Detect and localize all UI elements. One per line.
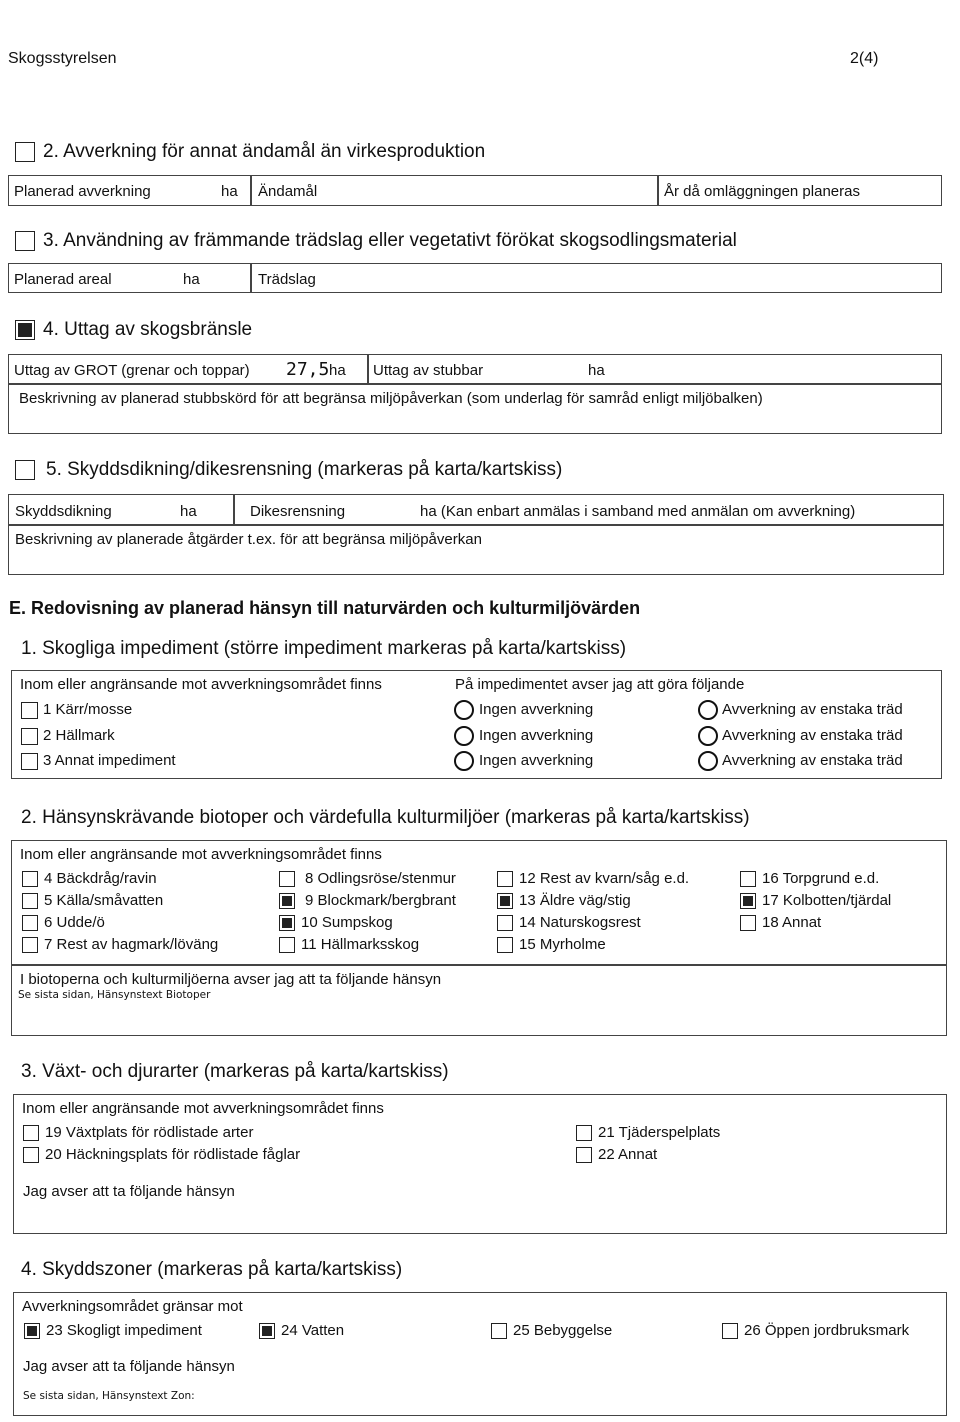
biotope-7-label: 7 Rest av hagmark/löväng bbox=[44, 936, 219, 953]
biotope-18-checkbox[interactable] bbox=[740, 915, 756, 931]
sec4-description[interactable]: Beskrivning av planerad stubbskörd för att begränsa miljöpåverkan (som underlag för samråd enligt miljöbalken) bbox=[19, 390, 763, 407]
biotope-16-label: 16 Torpgrund e.d. bbox=[762, 870, 880, 887]
sec5-checkbox[interactable] bbox=[15, 460, 35, 480]
species-22-label: 22 Annat bbox=[598, 1146, 658, 1163]
sec2-planned-label[interactable]: Planerad avverkning bbox=[14, 183, 151, 200]
biotope-8-checkbox[interactable] bbox=[279, 871, 295, 887]
biotope-5-label: 5 Källa/småvatten bbox=[44, 892, 164, 909]
e1-row1-opt2: Avverkning av enstaka träd bbox=[722, 701, 903, 718]
species-22-checkbox[interactable] bbox=[576, 1147, 592, 1163]
zone-25-checkbox[interactable] bbox=[491, 1323, 507, 1339]
biotope-13-checkbox[interactable] bbox=[497, 893, 513, 909]
biotope-16-checkbox[interactable] bbox=[740, 871, 756, 887]
sec2-unit: ha bbox=[221, 183, 238, 200]
e4-intent[interactable]: Jag avser att ta följande hänsyn bbox=[23, 1358, 235, 1375]
biotope-15-label: 15 Myrholme bbox=[519, 936, 606, 953]
biotope-11-checkbox[interactable] bbox=[279, 937, 295, 953]
e1-title: 1. Skogliga impediment (större impediment markeras på karta/kartskiss) bbox=[21, 638, 627, 659]
page-number: 2(4) bbox=[850, 50, 879, 67]
e1-row1-opt1: Ingen avverkning bbox=[479, 701, 594, 718]
e1-row3-opt1: Ingen avverkning bbox=[479, 752, 594, 769]
e1-left-head: Inom eller angränsande mot avverkningsområdet finns bbox=[20, 676, 382, 693]
zone-24-label: 24 Vatten bbox=[281, 1322, 345, 1339]
sec2-year-label[interactable]: År då omläggningen planeras bbox=[664, 183, 860, 200]
sec4-checkbox[interactable] bbox=[15, 320, 35, 340]
e3-head: Inom eller angränsande mot avverkningsområdet finns bbox=[22, 1100, 384, 1117]
e1-row3-radio-none[interactable] bbox=[454, 751, 474, 771]
e1-row1-radio-none[interactable] bbox=[454, 700, 474, 720]
species-19-label: 19 Växtplats för rödlistade arter bbox=[45, 1124, 254, 1141]
zone-25-label: 25 Bebyggelse bbox=[513, 1322, 613, 1339]
biotope-17-label: 17 Kolbotten/tjärdal bbox=[762, 892, 892, 909]
zone-23-label: 23 Skogligt impediment bbox=[46, 1322, 202, 1339]
e2-note: Se sista sidan, Hänsynstext Biotoper bbox=[18, 989, 211, 1001]
biotope-7-checkbox[interactable] bbox=[22, 937, 38, 953]
sec2-checkbox[interactable] bbox=[15, 142, 35, 162]
species-21-label: 21 Tjäderspelplats bbox=[598, 1124, 721, 1141]
species-21-checkbox[interactable] bbox=[576, 1125, 592, 1141]
biotope-14-checkbox[interactable] bbox=[497, 915, 513, 931]
clean-note: ha (Kan enbart anmälas i samband med anmälan om avverkning) bbox=[420, 503, 856, 520]
biotope-12-checkbox[interactable] bbox=[497, 871, 513, 887]
zone-26-label: 26 Öppen jordbruksmark bbox=[744, 1322, 910, 1339]
stub-unit: ha bbox=[588, 362, 605, 379]
e1-row1-checkbox[interactable] bbox=[21, 702, 38, 719]
species-19-checkbox[interactable] bbox=[23, 1125, 39, 1141]
e1-row2-radio-none[interactable] bbox=[454, 726, 474, 746]
e1-row2-radio-some[interactable] bbox=[698, 726, 718, 746]
grot-label[interactable]: Uttag av GROT (grenar och toppar) bbox=[14, 362, 250, 379]
e1-row1-label: 1 Kärr/mosse bbox=[43, 701, 133, 718]
sec4-title: 4. Uttag av skogsbränsle bbox=[43, 319, 253, 340]
e2-head: Inom eller angränsande mot avverkningsområdet finns bbox=[20, 846, 382, 863]
e1-row3-radio-some[interactable] bbox=[698, 751, 718, 771]
e1-row3-label: 3 Annat impediment bbox=[43, 752, 176, 769]
biotope-10-label: 10 Sumpskog bbox=[301, 914, 393, 931]
e1-row3-checkbox[interactable] bbox=[21, 753, 38, 770]
species-20-checkbox[interactable] bbox=[23, 1147, 39, 1163]
biotope-4-label: 4 Bäckdråg/ravin bbox=[44, 870, 157, 887]
ditch-label[interactable]: Skyddsdikning bbox=[15, 503, 112, 520]
sec5-title: 5. Skyddsdikning/dikesrensning (markeras på karta/kartskiss) bbox=[46, 459, 563, 480]
e1-row2-checkbox[interactable] bbox=[21, 728, 38, 745]
biotope-8-label: 8 Odlingsröse/stenmur bbox=[305, 870, 456, 887]
sec3-species-label[interactable]: Trädslag bbox=[258, 271, 316, 288]
zone-23-checkbox[interactable] bbox=[24, 1323, 40, 1339]
biotope-17-checkbox[interactable] bbox=[740, 893, 756, 909]
e1-row2-opt1: Ingen avverkning bbox=[479, 727, 594, 744]
grot-unit: ha bbox=[329, 362, 346, 379]
biotope-18-label: 18 Annat bbox=[762, 914, 822, 931]
section-e-title: E. Redovisning av planerad hänsyn till naturvärden och kulturmiljövärden bbox=[9, 598, 641, 618]
biotope-6-checkbox[interactable] bbox=[22, 915, 38, 931]
e4-note: Se sista sidan, Hänsynstext Zon: bbox=[23, 1390, 195, 1402]
e1-row2-label: 2 Hällmark bbox=[43, 727, 115, 744]
biotope-12-label: 12 Rest av kvarn/såg e.d. bbox=[519, 870, 690, 887]
grot-value[interactable]: 27,5 bbox=[286, 359, 330, 380]
biotope-9-checkbox[interactable] bbox=[279, 893, 295, 909]
biotope-5-checkbox[interactable] bbox=[22, 893, 38, 909]
e3-title: 3. Växt- och djurarter (markeras på karta/kartskiss) bbox=[21, 1061, 449, 1082]
ditch-unit: ha bbox=[180, 503, 197, 520]
biotope-11-label: 11 Hällmarksskog bbox=[301, 936, 420, 953]
e1-row2-opt2: Avverkning av enstaka träd bbox=[722, 727, 903, 744]
org-name: Skogsstyrelsen bbox=[8, 50, 117, 67]
e4-head: Avverkningsområdet gränsar mot bbox=[22, 1298, 243, 1315]
sec3-checkbox[interactable] bbox=[15, 231, 35, 251]
biotope-4-checkbox[interactable] bbox=[22, 871, 38, 887]
e1-right-head: På impedimentet avser jag att göra följande bbox=[455, 676, 745, 693]
biotope-15-checkbox[interactable] bbox=[497, 937, 513, 953]
e2-intent[interactable]: I biotoperna och kulturmiljöerna avser jag att ta följande hänsyn bbox=[20, 971, 442, 988]
sec2-purpose-label[interactable]: Ändamål bbox=[258, 183, 318, 200]
stub-label[interactable]: Uttag av stubbar bbox=[373, 362, 484, 379]
sec3-unit: ha bbox=[183, 271, 200, 288]
zone-24-checkbox[interactable] bbox=[259, 1323, 275, 1339]
biotope-9-label: 9 Blockmark/bergbrant bbox=[305, 892, 456, 909]
e1-row1-radio-some[interactable] bbox=[698, 700, 718, 720]
sec2-title: 2. Avverkning för annat ändamål än virkesproduktion bbox=[43, 141, 486, 162]
sec5-description[interactable]: Beskrivning av planerade åtgärder t.ex. för att begränsa miljöpåverkan bbox=[15, 531, 482, 548]
e2-title: 2. Hänsynskrävande biotoper och värdefulla kulturmiljöer (markeras på karta/kartskiss) bbox=[21, 807, 750, 828]
biotope-14-label: 14 Naturskogsrest bbox=[519, 914, 641, 931]
e4-title: 4. Skyddszoner (markeras på karta/kartskiss) bbox=[21, 1259, 403, 1280]
e3-intent[interactable]: Jag avser att ta följande hänsyn bbox=[23, 1183, 235, 1200]
clean-label[interactable]: Dikesrensning bbox=[250, 503, 346, 520]
e1-row3-opt2: Avverkning av enstaka träd bbox=[722, 752, 903, 769]
sec3-title: 3. Användning av främmande trädslag eller vegetativt förökat skogsodlingsmaterial bbox=[43, 230, 737, 251]
biotope-6-label: 6 Udde/ö bbox=[44, 914, 105, 931]
biotope-13-label: 13 Äldre väg/stig bbox=[519, 892, 631, 909]
sec3-box bbox=[8, 263, 942, 293]
biotope-10-checkbox[interactable] bbox=[279, 915, 295, 931]
zone-26-checkbox[interactable] bbox=[722, 1323, 738, 1339]
species-20-label: 20 Häckningsplats för rödlistade fåglar bbox=[45, 1146, 301, 1163]
sec3-area-label[interactable]: Planerad areal bbox=[14, 271, 112, 288]
